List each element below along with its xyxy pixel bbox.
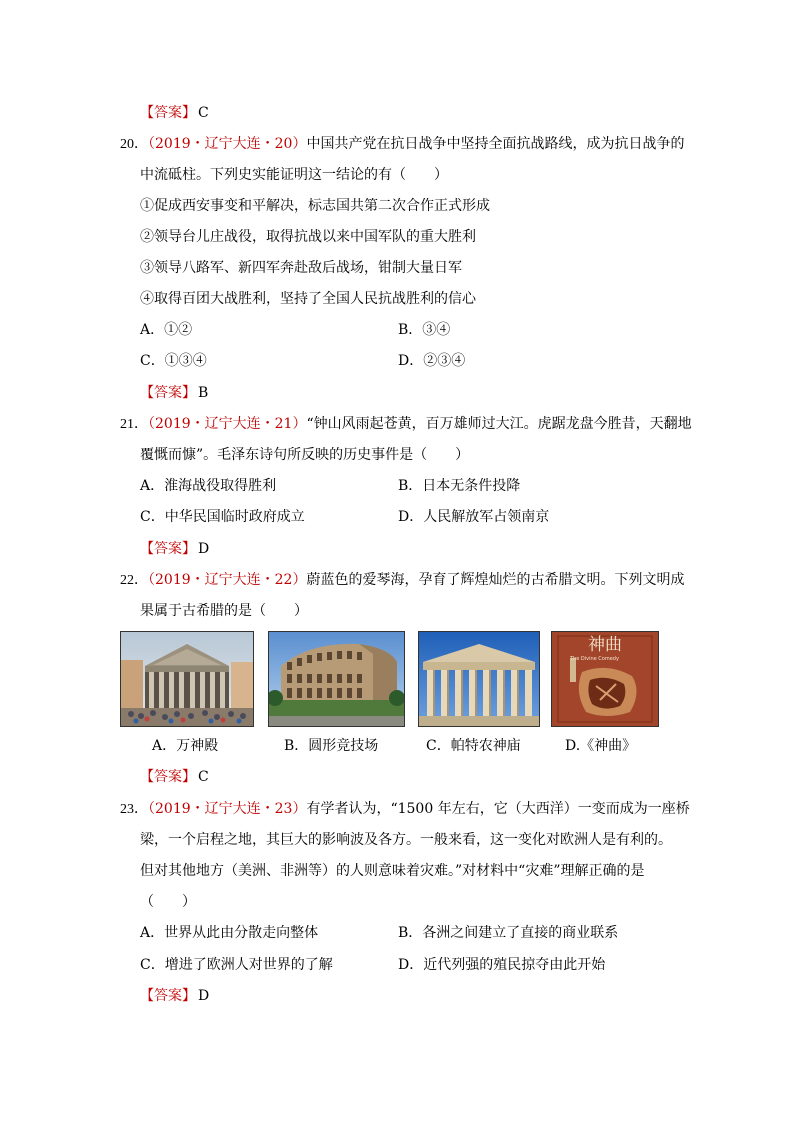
answer-tag: 【答案】 [140, 988, 196, 1004]
q20-item-3: ③领导八路军、新四军奔赴敌后战场，钳制大量日军 [140, 260, 462, 276]
answer-value: D [198, 541, 210, 557]
question-source: （2019・辽宁大连・20） [148, 136, 307, 152]
image-parthenon [418, 631, 540, 727]
question-source: （2019・辽宁大连・23） [148, 801, 307, 817]
q20-option-c: C．①③④ [140, 353, 207, 369]
answer-value: C [198, 769, 209, 785]
q22-caption-a: A．万神殿 [152, 738, 219, 754]
q21-answer [140, 539, 209, 559]
q22-caption-c: C．帕特农神庙 [426, 738, 521, 754]
book-title-en: The Divine Comedy [570, 656, 619, 662]
q22-caption-b: B．圆形竞技场 [284, 738, 379, 754]
question-number: 20． [120, 137, 148, 152]
q22-stem-line2: 果属于古希腊的是（ ） [140, 603, 308, 619]
answer-value: D [198, 988, 210, 1004]
q23-stem-line2: 梁，一个启程之地，其巨大的影响波及各方。一般来看，这一变化对欧洲人是有利的。 [140, 832, 672, 848]
image-pantheon [120, 631, 254, 727]
answer-prev [140, 103, 209, 123]
q21-option-c: C．中华民国临时政府成立 [140, 509, 305, 525]
answer-tag: 【答案】 [140, 541, 196, 557]
q23-answer [140, 986, 209, 1006]
question-source: （2019・辽宁大连・22） [148, 572, 307, 588]
q23-option-c: C．增进了欧洲人对世界的了解 [140, 957, 333, 973]
q23-option-d: D．近代列强的殖民掠夺由此开始 [398, 957, 606, 973]
q20-option-a: A．①② [140, 322, 193, 338]
q20-item-1: ①促成西安事变和平解决，标志国共第二次合作正式形成 [140, 198, 490, 214]
q20-stem-line1 [120, 134, 684, 155]
q22-stem-line1 [120, 570, 684, 591]
question-stem: 蔚蓝色的爱琴海，孕育了辉煌灿烂的古希腊文明。下列文明成 [306, 572, 685, 588]
q20-option-d: D．②③④ [398, 353, 466, 369]
image-divine-comedy [551, 631, 659, 727]
book-title-cn: 神曲 [588, 635, 622, 655]
q23-option-b: B．各洲之间建立了直接的商业联系 [398, 925, 619, 941]
question-stem: 有学者认为，“1500 年左右，它（大西洋）一变而成为一座桥 [306, 801, 690, 817]
answer-tag: 【答案】 [140, 105, 196, 121]
q20-item-2: ②领导台儿庄战役，取得抗战以来中国军队的重大胜利 [140, 229, 476, 245]
q23-stem-line1 [120, 799, 690, 820]
q21-option-b: B．日本无条件投降 [398, 478, 521, 494]
q20-option-b: B．③④ [398, 322, 451, 338]
answer-tag: 【答案】 [140, 769, 196, 785]
question-number: 21． [120, 417, 148, 432]
answer-tag: 【答案】 [140, 385, 196, 401]
q21-stem-line2: 覆慨而慷”。毛泽东诗句所反映的历史事件是（ ） [140, 447, 470, 463]
q22-caption-d: D.《神曲》 [565, 738, 637, 754]
q20-item-4: ④取得百团大战胜利，坚持了全国人民抗战胜利的信心 [140, 291, 476, 307]
q21-stem-line1 [120, 414, 692, 435]
question-stem: 中国共产党在抗日战争中坚持全面抗战路线，成为抗日战争的 [306, 136, 685, 152]
image-colosseum [268, 631, 405, 727]
q20-answer [140, 383, 208, 403]
q22-answer [140, 767, 209, 787]
q21-option-a: A．淮海战役取得胜利 [140, 478, 277, 494]
q21-option-d: D．人民解放军占领南京 [398, 509, 550, 525]
q23-stem-line4: （ ） [140, 894, 196, 910]
question-number: 22． [120, 573, 148, 588]
question-source: （2019・辽宁大连・21） [148, 416, 307, 432]
question-stem: “钟山风雨起苍黄，百万雄师过大江。虎踞龙盘今胜昔，天翻地 [306, 416, 692, 432]
q20-stem-line2: 中流砥柱。下列史实能证明这一结论的有（ ） [140, 167, 448, 183]
q23-stem-line3: 但对其他地方（美洲、非洲等）的人则意味着灾难。”对材料中“灾难”理解正确的是 [140, 863, 645, 879]
answer-value: B [198, 385, 209, 401]
answer-value: C [198, 105, 209, 121]
question-number: 23． [120, 802, 148, 817]
q23-option-a: A．世界从此由分散走向整体 [140, 925, 319, 941]
